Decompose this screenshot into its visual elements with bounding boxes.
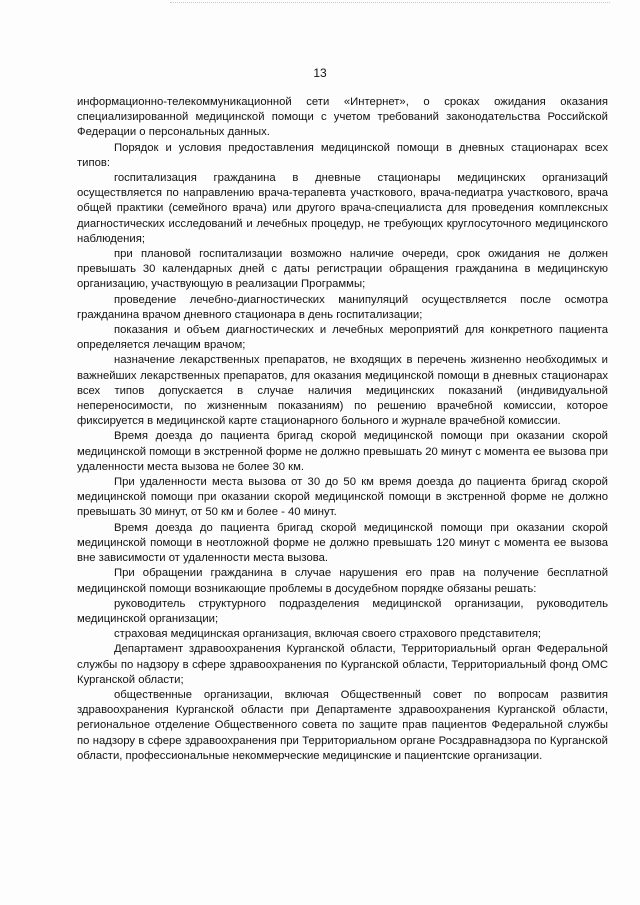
- scan-artifact: [170, 2, 610, 7]
- paragraph-diagnostic-manipulations: проведение лечебно-диагностических манипуляций осуществляется после осмотра гражданина врачом дневного стационара в день госпитализации;: [77, 293, 608, 321]
- paragraph-emergency-arrival: Время доезда до пациента бригад скорой медицинской помощи при оказании скорой медицинской помощи в экстренной форме не должно превышать 20 минут с момента ее вызова при удаленности места вызова не более 30 км.: [77, 430, 608, 473]
- paragraph-public-organizations: общественные организации, включая Общественный совет по вопросам развития здравоохранения Курганской области при Департаменте здравоохранения Курганской области, региональное отделение Общественного совета по защите прав пациентов Федеральной службы по надзору в сфере здравоохранения при Территориальном органе Росздравнадзора по Курганской области, профессиональные некоммерческие медицинские и пациентские организации.: [77, 688, 608, 762]
- paragraph-drug-prescription: назначение лекарственных препаратов, не входящих в перечень жизненно необходимых и важнейших лекарственных препаратов, для оказания медицинской помощи в дневных стационарах всех типов допускается в случае наличия медицинских показаний (индивидуальной непереносимости, по жизненным показаниям) по решению врачебной комиссии, которое фиксируется в медицинской карте стационарного больного и журнале врачебной комиссии.: [77, 354, 608, 428]
- document-body: [77, 95, 608, 764]
- paragraph-indications: показания и объем диагностических и лечебных мероприятий для конкретного пациента определяется лечащим врачом;: [77, 324, 608, 352]
- paragraph-insurance-organization: страховая медицинская организация, включая своего страхового представителя;: [114, 628, 542, 641]
- paragraph-organization-head: руководитель структурного подразделения медицинской организации, руководитель медицинской организации;: [77, 597, 608, 625]
- paragraph-rights-violation: При обращении гражданина в случае нарушения его прав на получение бесплатной медицинской помощи возникающие проблемы в досудебном порядке обязаны решать:: [77, 567, 608, 595]
- paragraph-emergency-distance: При удаленности места вызова от 30 до 50 км время доезда до пациента бригад скорой медицинской помощи при оказании скорой медицинской помощи в экстренной форме не должно превышать 30 минут, от 50 км и более - 40 минут.: [77, 476, 608, 519]
- page-number: 13: [313, 66, 327, 80]
- paragraph-health-department: Департамент здравоохранения Курганской области, Территориальный орган Федеральной службы по надзору в сфере здравоохранения по Курганской области, Территориальный фонд ОМС Курганской области;: [77, 643, 608, 686]
- paragraph-day-hospital-heading: Порядок и условия предоставления медицинской помощи в дневных стационарах всех типов:: [77, 141, 608, 169]
- paragraph-continuation: информационно-телекоммуникационной сети «Интернет», о сроках ожидания оказания специализированной медицинской помощи с учетом требований законодательства Российской Федерации о персональных данных.: [77, 96, 608, 139]
- paragraph-hospitalization-referral: госпитализация гражданина в дневные стационары медицинских организаций осуществляется по направлению врача-терапевта участкового, врача-педиатра участкового, врача общей практики (семейного врача) или другого врача-специалиста для проведения комплексных диагностических исследований и лечебных процедур, не требующих круглосуточного медицинского наблюдения;: [77, 172, 608, 245]
- paragraph-urgent-arrival: Время доезда до пациента бригад скорой медицинской помощи при оказании скорой медицинской помощи в неотложной форме не должно превышать 120 минут с момента ее вызова вне зависимости от удаленности места вызова.: [77, 521, 608, 565]
- paragraph-planned-queue: при плановой госпитализации возможно наличие очереди, срок ожидания не должен превышать 30 календарных дней с даты регистрации обращения гражданина в медицинскую организацию, участвующую в реализации Программы;: [77, 248, 608, 291]
